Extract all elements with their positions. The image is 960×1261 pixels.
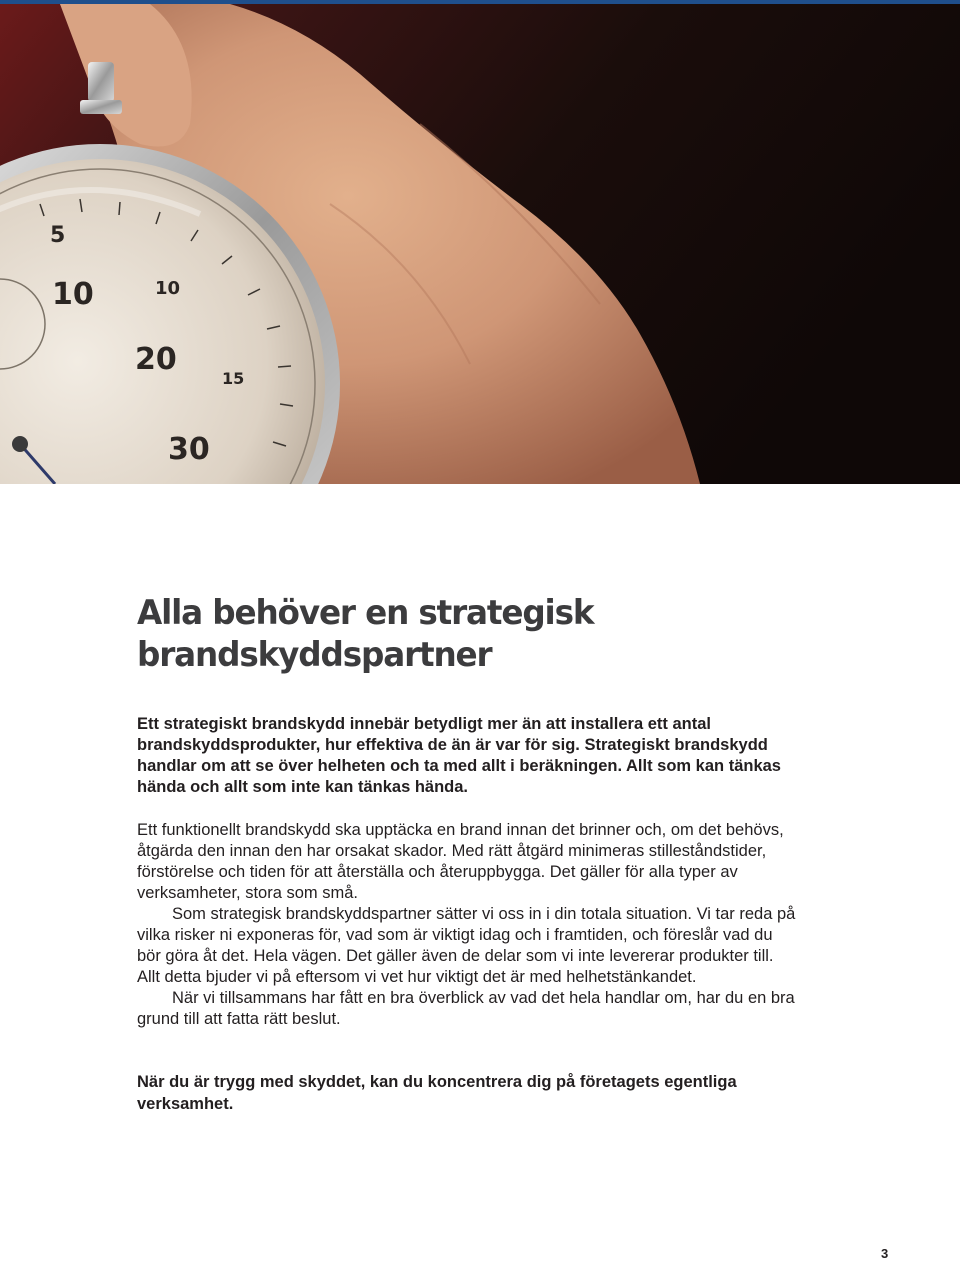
body-text <box>137 820 797 1030</box>
svg-text:30: 30 <box>168 432 210 467</box>
page-title <box>137 592 593 676</box>
svg-text:10: 10 <box>155 278 181 299</box>
svg-text:20: 20 <box>135 342 177 377</box>
page-number: 3 <box>881 1246 889 1261</box>
svg-text:5: 5 <box>50 223 66 248</box>
svg-text:10: 10 <box>52 277 94 312</box>
stopwatch-hand-image <box>0 4 960 484</box>
body-paragraph-2: Som strategisk brandskyddspartner sätter vi oss in i din totala situation. Vi tar reda på vilka risker ni exponeras för, vad som är viktigt idag och i framtiden, och föreslår vad du bör göra åt det. Hela vägen. Det gäller även de delar som vi inte levererar produkter till. Allt detta bjuder vi på eftersom vi vet hur viktigt det är med helhetstänkandet. <box>137 905 796 986</box>
closing-statement: När du är trygg med skyddet, kan du koncentrera dig på företagets egentliga verksamhet. <box>137 1073 737 1113</box>
lead-paragraph: Ett strategiskt brandskydd innebär betydligt mer än att installera ett antal brandskyddsprodukter, hur effektiva de än är var för sig. Strategiskt brandskydd handlar om att se över helheten och ta med allt i beräkningen. Allt som kan tänkas hända och allt som inte kan tänkas hända. <box>137 715 781 796</box>
hero-photo <box>0 4 960 484</box>
svg-text:15: 15 <box>222 369 245 388</box>
page-title-line-2: brandskyddspartner <box>137 635 492 675</box>
body-paragraph-1: Ett funktionellt brandskydd ska upptäcka en brand innan det brinner och, om det behövs, åtgärda den innan den har orsakat skador. Med rätt åtgärd minimeras stilleståndstider, förstörelse och tiden för att återställa och återuppbygga. Det gäller för alla typer av verksamheter, stora som små. <box>137 821 784 902</box>
body-paragraph-3: När vi tillsammans har fått en bra överblick av vad det hela handlar om, har du en bra grund till att fatta rätt beslut. <box>137 989 795 1028</box>
page-title-line-1: Alla behöver en strategisk <box>137 593 594 633</box>
